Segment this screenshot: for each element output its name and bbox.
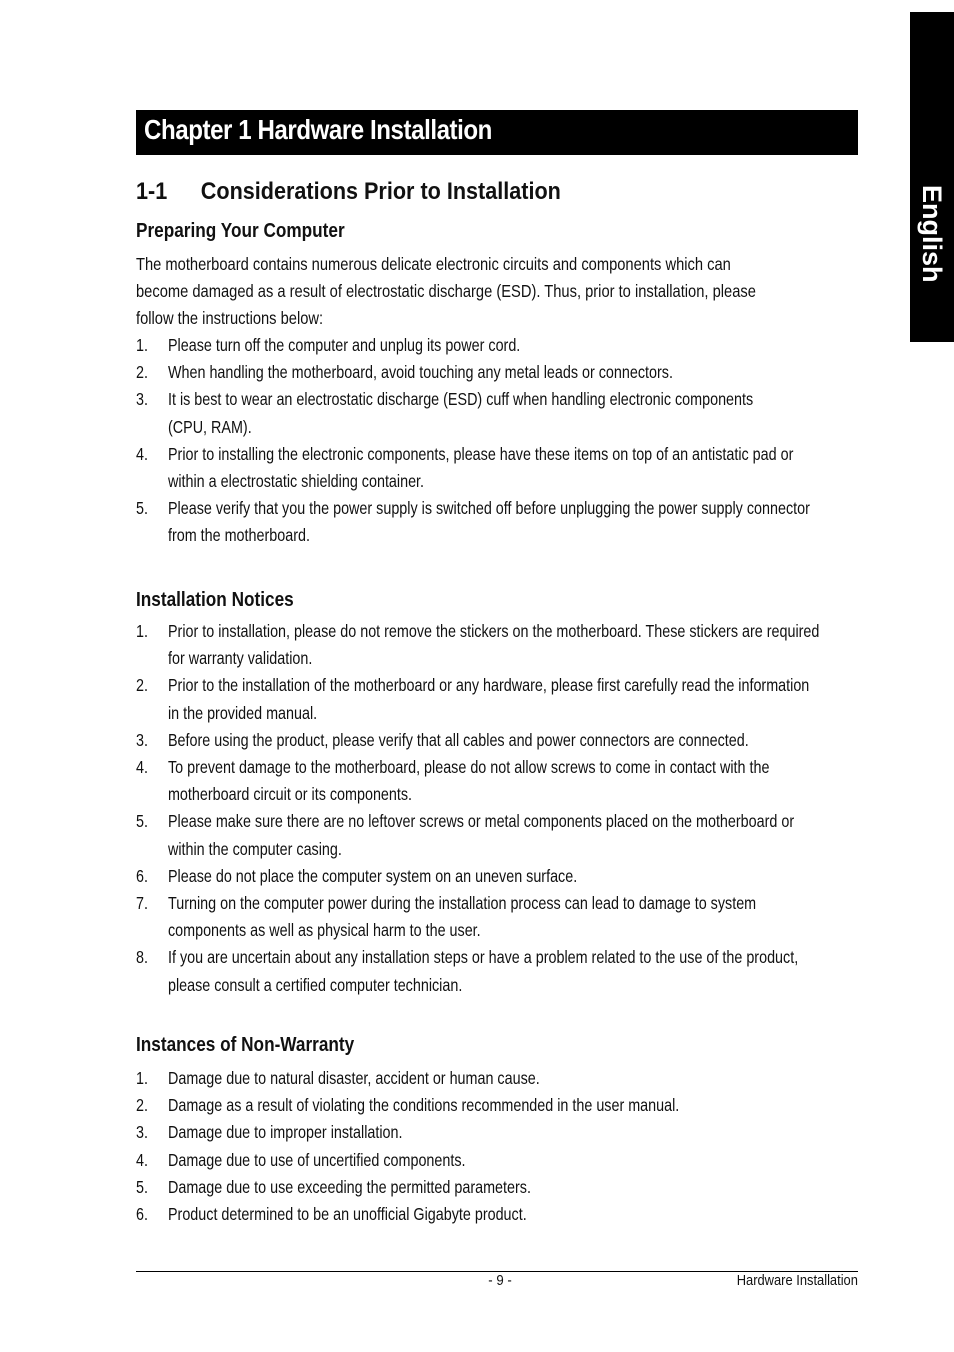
item-line: When handling the motherboard, avoid touching any metal leads or connectors. — [167, 362, 673, 383]
item-number: 3. — [136, 1122, 148, 1143]
language-side-tab — [910, 12, 954, 342]
list-item — [136, 672, 858, 726]
item-number: 8. — [136, 947, 148, 968]
item-line: within the computer casing. — [167, 838, 342, 859]
list-item — [136, 808, 858, 862]
item-line: Prior to installation, please do not remove the stickers on the motherboard. These stickers are required — [167, 621, 820, 641]
list-item — [136, 386, 858, 440]
list-item — [136, 1174, 858, 1201]
item-line: Please do not place the computer system on an uneven surface. — [167, 865, 578, 886]
list-item — [136, 441, 858, 495]
item-line: Before using the product, please verify that all cables and power connectors are connected. — [167, 729, 749, 750]
list-item — [136, 1092, 858, 1119]
item-line: Product determined to be an unofficial Gigabyte product. — [167, 1204, 527, 1225]
item-number: 7. — [136, 893, 148, 914]
item-number: 4. — [136, 443, 148, 464]
list-item — [136, 359, 858, 386]
list-item — [136, 1201, 858, 1228]
section-number: 1-1 — [136, 178, 168, 205]
chapter-title-bar — [136, 110, 858, 155]
list-item — [136, 944, 858, 998]
item-line: Damage due to use of uncertified components. — [167, 1149, 466, 1170]
list-item — [136, 863, 858, 890]
list-item — [136, 1147, 858, 1174]
item-number: 1. — [136, 1068, 148, 1088]
list-item — [136, 332, 858, 359]
item-number: 2. — [136, 362, 148, 383]
item-line: Prior to the installation of the motherboard or any hardware, please first carefully read the information — [167, 675, 810, 696]
item-line: Turning on the computer power during the installation process can lead to damage to system — [167, 893, 757, 914]
item-line: from the motherboard. — [167, 525, 310, 546]
item-line: Damage due to use exceeding the permitted parameters. — [167, 1176, 531, 1197]
item-line: Prior to installing the electronic components, please have these items on top of an antistatic pad or — [167, 443, 794, 464]
item-line: Damage as a result of violating the conditions recommended in the user manual. — [167, 1095, 680, 1116]
section-title: Considerations Prior to Installation — [200, 178, 561, 205]
list-item — [136, 890, 858, 944]
list-item — [136, 1065, 858, 1092]
item-line: please consult a certified computer technician. — [167, 974, 463, 995]
item-line: components as well as physical harm to the user. — [167, 920, 481, 941]
item-number: 6. — [136, 865, 148, 886]
language-tab-label: English — [917, 184, 947, 283]
item-number: 3. — [136, 729, 148, 750]
notices-list — [136, 618, 858, 999]
item-number: 1. — [136, 335, 148, 355]
item-line: in the provided manual. — [167, 702, 318, 723]
section-heading — [136, 178, 561, 206]
item-line: (CPU, RAM). — [167, 416, 252, 437]
chapter-title: Chapter 1 Hardware Installation — [144, 114, 492, 145]
item-line: If you are uncertain about any installation steps or have a problem related to the use of the product, — [167, 947, 799, 968]
item-number: 4. — [136, 757, 148, 778]
item-number: 5. — [136, 498, 148, 519]
list-item — [136, 618, 858, 672]
item-line: Please make sure there are no leftover screws or metal components placed on the motherboard or — [167, 811, 795, 832]
preparing-heading: Preparing Your Computer — [136, 220, 345, 242]
page-number: - 9 - — [488, 1272, 512, 1289]
list-item — [136, 495, 858, 549]
list-item — [136, 1119, 858, 1146]
non-warranty-list — [136, 1065, 858, 1228]
preparing-intro — [136, 251, 858, 332]
list-item — [136, 754, 858, 808]
item-number: 5. — [136, 1176, 148, 1197]
item-number: 6. — [136, 1204, 148, 1225]
item-number: 4. — [136, 1149, 148, 1170]
item-number: 3. — [136, 389, 148, 410]
item-line: It is best to wear an electrostatic discharge (ESD) cuff when handling electronic components — [167, 389, 754, 410]
preparing-list — [136, 332, 858, 550]
item-line: for warranty validation. — [167, 648, 313, 669]
item-number: 2. — [136, 1095, 148, 1116]
item-line: within a electrostatic shielding container. — [167, 471, 425, 492]
item-number: 5. — [136, 811, 148, 832]
intro-line: The motherboard contains numerous delicate electronic circuits and components which can — [136, 254, 731, 274]
item-line: Damage due to natural disaster, accident or human cause. — [167, 1068, 540, 1088]
notices-heading: Installation Notices — [136, 589, 294, 611]
item-number: 1. — [136, 621, 148, 641]
footer-section-title: Hardware Installation — [736, 1272, 858, 1289]
item-line: To prevent damage to the motherboard, please do not allow screws to come in contact with the — [167, 757, 770, 778]
item-line: motherboard circuit or its components. — [167, 784, 413, 805]
item-line: Please verify that you the power supply is switched off before unplugging the power supply connector — [167, 498, 810, 519]
item-number: 2. — [136, 675, 148, 696]
intro-line: follow the instructions below: — [136, 308, 324, 328]
item-line: Damage due to improper installation. — [167, 1122, 403, 1143]
non-warranty-heading: Instances of Non-Warranty — [136, 1034, 355, 1056]
item-line: Please turn off the computer and unplug its power cord. — [167, 335, 521, 355]
intro-line: become damaged as a result of electrostatic discharge (ESD). Thus, prior to installation, please — [136, 281, 756, 301]
list-item — [136, 727, 858, 754]
